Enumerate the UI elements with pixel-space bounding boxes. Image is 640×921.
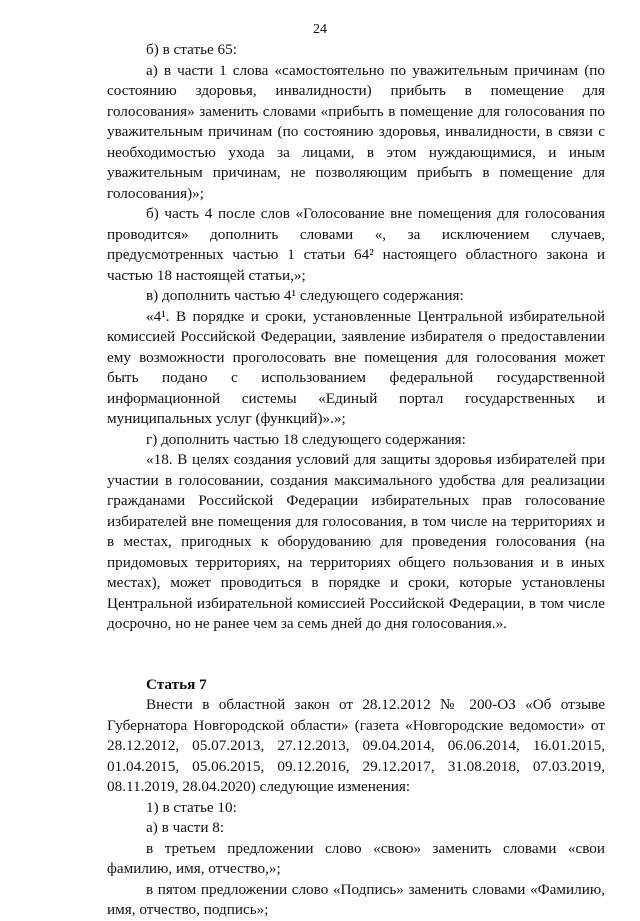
- page-number: 24: [313, 22, 327, 37]
- section-spacer: [107, 655, 605, 675]
- paragraph: б) в статье 65:: [146, 41, 237, 58]
- paragraph: г) дополнить частью 18 следующего содержания:: [146, 430, 466, 448]
- article-heading: Статья 7: [146, 675, 207, 693]
- paragraph: Внести в областной закон от 28.12.2012 № 200-ОЗ «Об отзыве Губернатора Новгородской области» (газета «Новгородские ведомости» от 28.12.2012, 05.07.2013, 27.12.2013, 09.04.2014, 06.06.2014, 16.01.2015, 01.04.2015, 05.06.2015, 09.12.2016, 29.12.2017, 31.08.2018, 07.03.2019, 08.11.2019, 28.04.2020) следующие изменения:: [107, 696, 605, 795]
- section-spacer: [107, 635, 605, 655]
- paragraph: в пятом предложении слово «Подпись» заменить словами «Фамилию, имя, отчество, подпись»;: [107, 880, 605, 918]
- paragraph: в третьем предложении слово «свою» заменить словами «свои фамилию, имя, отчество,»;: [107, 839, 605, 877]
- paragraph: а) в части 1 слова «самостоятельно по уважительным причинам (по состоянию здоровья, инвалидности) прибыть в помещение для голосования» заменить словами «прибыть в помещение для голосования по уважительным причинам (по состоянию здоровья, инвалидности, в связи с необходимостью ухода за лицами, в этом нуждающимися, и иным уважительным причинам, не позволяющим прибыть в помещение для голосования)»;: [107, 61, 605, 202]
- paragraph: в) дополнить частью 4¹ следующего содержания:: [146, 287, 464, 304]
- paragraph: «18. В целях создания условий для защиты здоровья избирателей при участии в голосовании, создания максимального удобства для реализации гражданами Российской Федерации избирательных прав голосование избирателей вне помещения для голосования, в том числе на территориях и в местах, пригодных к оборудованию для проведения голосования (на придомовых территориях, на территориях общего пользования и в иных местах), может проводиться в порядке и сроки, которые установлены Центральной избирательной комиссией Российской Федерации, в том числе досрочно, но не ранее чем за семь дней до дня голосования.».: [107, 451, 605, 632]
- paragraph: б) часть 4 после слов «Голосование вне помещения для голосования проводится» дополнить словами «, за исключением случаев, предусмотренных частью 1 статьи 64² настоящего областного закона и частью 18 настоящей статьи,»;: [107, 205, 605, 284]
- paragraph: а) в части 8:: [146, 819, 225, 836]
- paragraph: «4¹. В порядке и сроки, установленные Центральной избирательной комиссией Российской Федерации, заявление избирателя о предоставлении ему возможности проголосовать вне помещения для голосования может быть подано с использованием федеральной государственной информационной системы «Единый портал государственных и муниципальных услуг (функций)».»;: [107, 307, 605, 427]
- paragraph: 1) в статье 10:: [146, 798, 237, 816]
- document-body: [107, 40, 605, 921]
